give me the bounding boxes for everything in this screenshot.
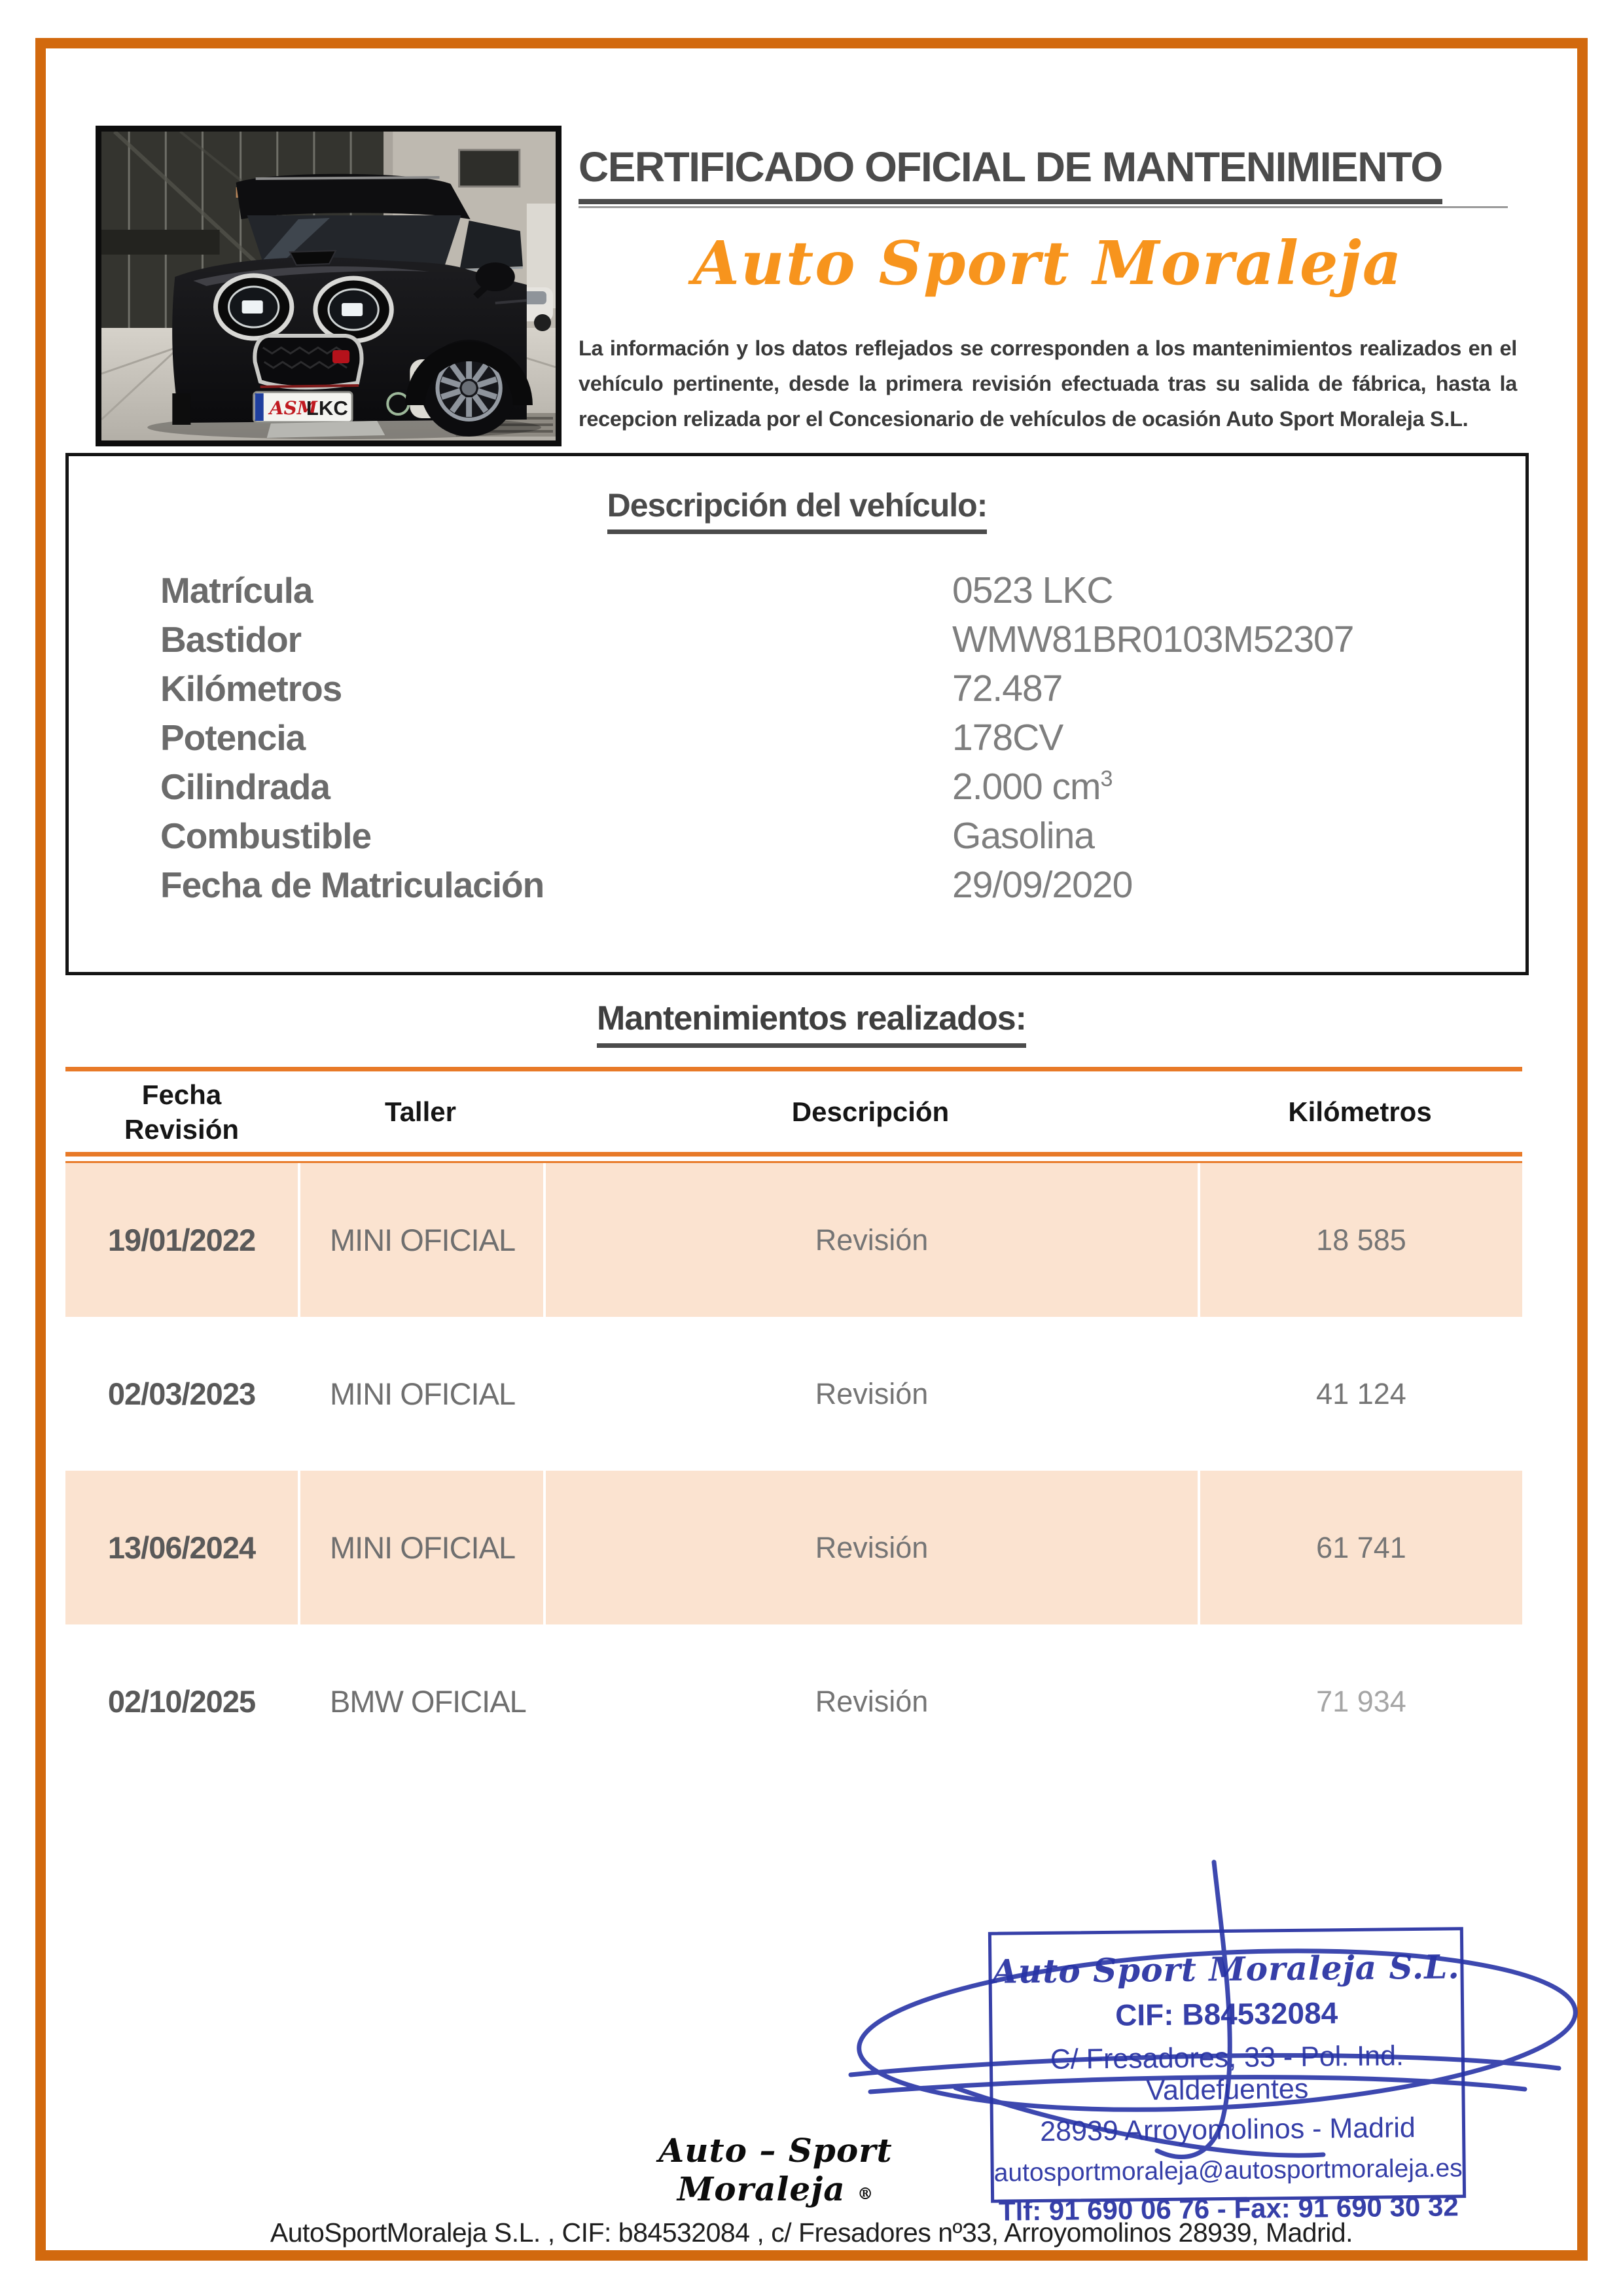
column-header-taller: Taller (385, 1096, 456, 1128)
table-top-rule (65, 1067, 1522, 1071)
field-value-fecha-matriculacion: 29/09/2020 (952, 863, 1133, 906)
license-plate (254, 392, 352, 422)
field-row (69, 615, 1525, 664)
vehicle-photo-illustration (101, 132, 556, 440)
cell-kilometers: 18 585 (1198, 1163, 1522, 1317)
cell-date: 13/06/2024 (65, 1471, 298, 1624)
cell-date: 02/10/2025 (107, 1684, 256, 1719)
field-label-cilindrada: Cilindrada (160, 766, 330, 807)
vehicle-section-title: Descripción del vehículo: (607, 486, 988, 534)
table-row (65, 1317, 1522, 1471)
headline-block (579, 143, 1517, 208)
stamp-street: C/ Fresadores, 33 - Pol. Ind. Valdefuentes (1050, 2040, 1404, 2107)
field-value-kilometros: 72.487 (952, 667, 1063, 709)
vehicle-photo (96, 126, 562, 446)
headlight-right (315, 278, 391, 341)
stamp-city: 28939 Arroyomolinos - Madrid (1039, 2111, 1416, 2147)
stamp-email: autosportmoraleja@autosportmoraleja.es (993, 2154, 1463, 2187)
field-value-cilindrada (952, 765, 1112, 808)
intro-paragraph: La información y los datos reflejados se corresponden a los mantenimientos realizados en el vehículo pertinente, desde la primera revisión efectuada tras su salida de fábrica, hasta la recepcion relizada por el Concesionario de vehículos de ocasión Auto Sport Moraleja S.L. (579, 336, 1517, 431)
column-header-descripcion: Descripción (791, 1096, 950, 1128)
cell-description: Revisión (543, 1624, 1198, 1778)
column-header-label: Fecha Revisión (124, 1079, 240, 1145)
roof-rail (256, 177, 440, 179)
table-header-row (65, 1071, 1522, 1152)
maintenance-section-title-wrap (0, 999, 1623, 1048)
cell-description: Revisión (543, 1471, 1198, 1624)
field-label-fecha-matriculacion: Fecha de Matriculación (160, 864, 544, 905)
field-row (69, 565, 1525, 615)
stamp-company-name: Auto Sport Moraleja S.L. (991, 1947, 1461, 1991)
vehicle-section-title-wrap (69, 486, 1525, 534)
field-label-potencia: Potencia (160, 717, 306, 758)
cell-date: 02/03/2023 (107, 1376, 256, 1411)
bumper-skid-plate (267, 421, 385, 438)
cell-kilometers: 71 934 (1198, 1624, 1522, 1778)
vehicle-description-box (65, 453, 1529, 975)
field-label-matricula: Matrícula (160, 569, 313, 611)
maintenance-table (65, 1067, 1522, 1778)
registered-icon: ® (857, 2184, 874, 2203)
hood-scoop (290, 251, 336, 265)
cilindrada-sup: 3 (1100, 766, 1113, 791)
dealer-logo-name: Moraleja (677, 2170, 846, 2208)
maintenance-section-title: Mantenimientos realizados: (597, 999, 1026, 1048)
field-row (69, 713, 1525, 762)
plate-asm-text: ASM (269, 397, 317, 419)
table-header-rule (65, 1152, 1522, 1163)
dealer-logo-line2 (654, 2170, 897, 2208)
brand-script: Auto Sport Moraleja (692, 228, 1403, 298)
title-underline (579, 206, 1508, 208)
table-row (65, 1163, 1522, 1317)
cell-workshop: MINI OFICIAL (298, 1471, 543, 1624)
cell-description: Revisión (543, 1317, 1198, 1471)
s-badge (332, 350, 349, 363)
column-header-fecha-revision (65, 1078, 298, 1147)
stamp-phone-fax: Tlf: 91 690 06 76 - Fax: 91 690 30 32 (998, 2191, 1459, 2227)
field-value-potencia: 178CV (952, 716, 1063, 759)
field-label-kilometros: Kilómetros (160, 668, 342, 709)
footer-line: AutoSportMoraleja S.L. , CIF: b84532084 , c/ Fresadores nº33, Arroyomolinos 28939, Madrid. (270, 2217, 1353, 2248)
signature (805, 1852, 1584, 2225)
table-row (65, 1471, 1522, 1624)
dealer-logo-line1: Auto – Sport (658, 2131, 893, 2170)
column-header-kilometros: Kilómetros (1288, 1096, 1432, 1128)
cell-workshop: MINI OFICIAL (298, 1163, 543, 1317)
vehicle-fields (69, 565, 1525, 909)
cell-description: Revisión (543, 1163, 1198, 1317)
grille (255, 336, 361, 387)
cell-kilometers: 41 124 (1198, 1317, 1522, 1471)
plate-lkc-text: LKC (306, 397, 348, 420)
field-row (69, 664, 1525, 713)
field-label-combustible: Combustible (160, 815, 372, 856)
cell-kilometers: 61 741 (1198, 1471, 1522, 1624)
field-value-combustible: Gasolina (952, 814, 1094, 857)
cell-workshop: MINI OFICIAL (298, 1317, 543, 1471)
cell-date: 19/01/2022 (65, 1163, 298, 1317)
field-value-matricula: 0523 LKC (952, 569, 1113, 611)
dealer-logo (654, 2131, 897, 2208)
pillar-window (459, 150, 520, 187)
headlight-left (216, 276, 292, 338)
cell-workshop: BMW OFICIAL (298, 1624, 543, 1778)
table-row (65, 1624, 1522, 1778)
field-row (69, 762, 1525, 811)
cilindrada-value: 2.000 cm (952, 765, 1101, 808)
page-title: CERTIFICADO OFICIAL DE MANTENIMIENTO (579, 143, 1442, 204)
field-value-bastidor: WMW81BR0103M52307 (952, 618, 1354, 660)
field-row (69, 860, 1525, 909)
stamp-cif: CIF: B84532084 (1115, 1996, 1338, 2032)
field-row (69, 811, 1525, 860)
field-label-bastidor: Bastidor (160, 619, 302, 660)
